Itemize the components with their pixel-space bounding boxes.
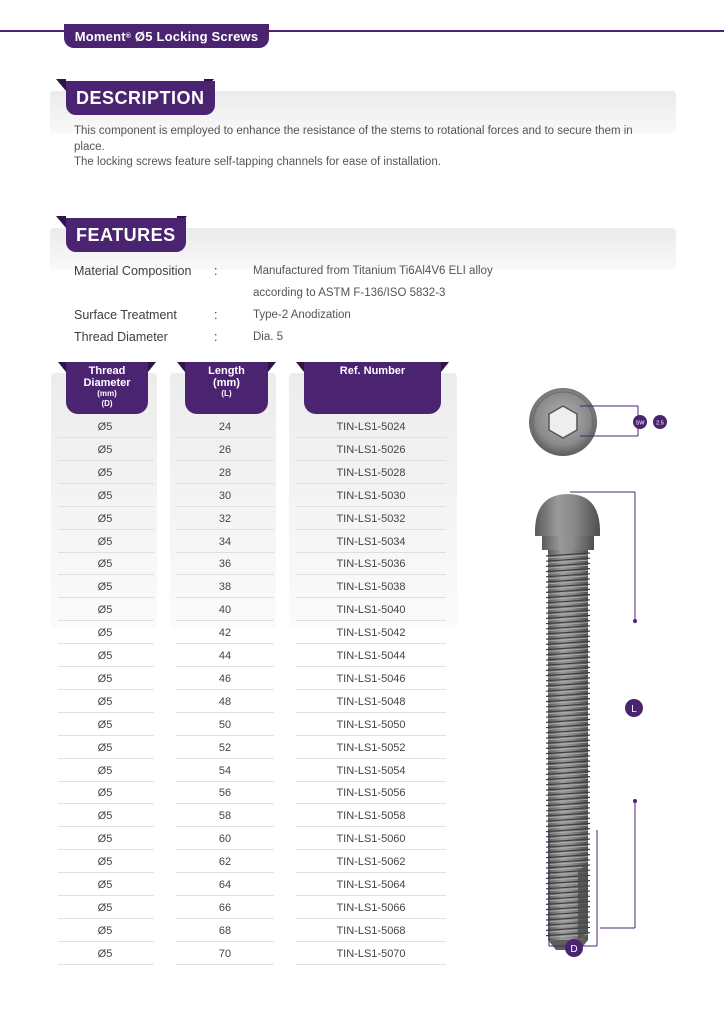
cell-length: 52 [218,741,232,754]
row-divider [296,574,446,575]
cell-length: 32 [218,512,232,525]
row-divider [296,712,446,713]
cell-ref-number: TIN-LS1-5054 [336,764,406,777]
cell-ref-number: TIN-LS1-5068 [336,924,406,937]
cell-diameter: Ø5 [97,650,113,662]
cell-diameter: Ø5 [97,581,113,594]
cell-diameter: Ø5 [97,672,113,685]
socket-width-label: SW [635,420,645,427]
cell-diameter: Ø5 [97,879,113,891]
cell-ref-number: TIN-LS1-5050 [336,718,406,731]
row-divider [176,620,274,621]
cell-diameter: Ø5 [97,764,113,777]
self-tapping-flute [578,862,588,940]
cell-ref-number: TIN-LS1-5028 [336,466,406,479]
row-divider [176,826,274,827]
row-divider [58,849,154,850]
cell-diameter: Ø5 [97,718,113,731]
row-divider [176,758,274,759]
row-divider [58,506,154,507]
row-divider [296,483,446,484]
cell-length: 56 [218,787,232,800]
cell-diameter: Ø5 [97,787,113,800]
column-header-ref-label: Ref. Number [339,365,406,377]
cell-length: 54 [218,764,232,777]
row-divider [296,849,446,850]
cell-ref-number: TIN-LS1-5060 [336,833,406,846]
row-divider [176,735,274,736]
feature-label-surface: Surface Treatment [74,308,177,322]
column-header-ref [304,362,441,414]
registered-mark: ® [125,32,132,40]
cell-diameter: Ø5 [97,627,113,640]
row-divider [58,758,154,759]
row-divider [296,781,446,782]
cell-ref-number: TIN-LS1-5066 [336,901,406,914]
row-divider [176,712,274,713]
row-divider [176,437,274,438]
row-divider [58,620,154,621]
cell-length: 24 [218,421,232,433]
feature-label-material: Material Composition [74,264,192,278]
row-divider [58,941,154,942]
row-divider [58,895,154,896]
cell-length: 58 [218,810,232,823]
cell-length: 70 [218,947,232,960]
cell-length: 30 [218,489,232,502]
feature-colon-surface: : [214,308,218,322]
row-divider [58,872,154,873]
feature-value-material-standard: according to ASTM F-136/ISO 5832-3 [253,287,446,299]
column-header-diameter-symbol: (D) [101,399,113,408]
row-divider [58,918,154,919]
cell-diameter: Ø5 [97,924,113,937]
row-divider [296,620,446,621]
cell-ref-number: TIN-LS1-5026 [336,443,406,456]
cell-diameter: Ø5 [97,512,113,525]
screw-side-view [535,494,600,950]
row-divider [176,506,274,507]
header-flap [177,362,185,372]
row-divider [58,529,154,530]
cell-ref-number: TIN-LS1-5064 [336,879,406,891]
cell-length: 40 [218,604,232,617]
cell-length: 46 [218,672,232,685]
cell-ref-number: TIN-LS1-5034 [336,535,406,548]
description-line-1: This component is employed to enhance the resistance of the stems to rotational forces and to secure them in place. [74,125,633,153]
cell-diameter: Ø5 [97,856,113,869]
cell-ref-number: TIN-LS1-5030 [336,489,406,502]
row-divider [58,781,154,782]
cell-diameter: Ø5 [97,535,113,548]
cell-diameter: Ø5 [97,604,113,617]
product-title-tab [64,24,269,48]
cell-length: 42 [218,627,232,640]
description-text [74,124,654,171]
header-flap [58,362,66,372]
row-divider [296,964,446,965]
row-divider [58,689,154,690]
feature-colon-material: : [214,264,218,278]
hex-socket-icon [549,406,577,438]
row-divider [58,712,154,713]
row-divider [296,437,446,438]
row-divider [176,643,274,644]
row-divider [58,666,154,667]
row-divider [176,529,274,530]
row-divider [58,574,154,575]
row-divider [176,941,274,942]
cell-ref-number: TIN-LS1-5052 [336,741,406,754]
features-heading: FEATURES [66,218,186,252]
header-flap [268,362,276,372]
row-divider [296,666,446,667]
row-divider [176,666,274,667]
column-header-length-label: Length (mm) [208,365,245,389]
product-title-rest: Ø5 Locking Screws [131,28,259,44]
feature-colon-thread: : [214,330,218,344]
row-divider [58,735,154,736]
cell-length: 44 [218,650,232,662]
cell-diameter: Ø5 [97,489,113,502]
cell-ref-number: TIN-LS1-5056 [336,787,406,800]
row-divider [58,964,154,965]
column-header-length [185,362,268,414]
feature-value-surface: Type-2 Anodization [253,309,351,321]
row-divider [296,941,446,942]
socket-depth-label: 2.5 [656,420,664,427]
cell-ref-number: TIN-LS1-5036 [336,558,406,571]
cell-diameter: Ø5 [97,695,113,708]
header-flap [441,362,449,372]
screw-head-top-view [529,388,597,456]
cell-length: 62 [218,856,232,869]
column-header-diameter-unit: (mm) [97,389,117,398]
row-divider [176,895,274,896]
row-divider [58,483,154,484]
row-divider [296,597,446,598]
cell-diameter: Ø5 [97,810,113,823]
product-name: Moment [74,28,126,44]
row-divider [296,918,446,919]
row-divider [296,643,446,644]
row-divider [176,552,274,553]
row-divider [176,964,274,965]
cell-ref-number: TIN-LS1-5058 [336,810,406,823]
cell-diameter: Ø5 [97,741,113,754]
cell-length: 66 [218,901,232,914]
cell-length: 50 [218,718,232,731]
cell-length: 28 [218,466,232,479]
row-divider [176,483,274,484]
cell-length: 60 [218,833,232,846]
cell-ref-number: TIN-LS1-5046 [336,672,406,685]
row-divider [296,895,446,896]
cell-length: 26 [218,443,232,456]
screw-diagram [520,372,700,972]
row-divider [58,552,154,553]
row-divider [58,437,154,438]
row-divider [296,460,446,461]
cell-ref-number: TIN-LS1-5042 [336,627,406,640]
cell-ref-number: TIN-LS1-5062 [336,856,406,869]
cell-ref-number: TIN-LS1-5024 [336,421,406,433]
column-header-length-symbol: (L) [221,389,232,398]
cell-length: 48 [218,695,232,708]
row-divider [58,826,154,827]
row-divider [176,849,274,850]
cell-ref-number: TIN-LS1-5040 [336,604,406,617]
row-divider [296,552,446,553]
row-divider [176,872,274,873]
cell-length: 64 [218,879,232,891]
feature-label-thread: Thread Diameter [74,330,168,344]
cell-diameter: Ø5 [97,443,113,456]
row-divider [176,574,274,575]
row-divider [58,597,154,598]
description-flap-left [56,79,66,91]
row-divider [176,803,274,804]
row-divider [296,803,446,804]
features-flap-left [56,216,66,228]
cell-ref-number: TIN-LS1-5048 [336,695,406,708]
length-label: L [631,704,637,715]
row-divider [176,597,274,598]
description-line-2: The locking screws feature self-tapping channels for ease of installation. [74,156,441,168]
row-divider [58,643,154,644]
cell-length: 68 [218,924,232,937]
row-divider [296,735,446,736]
cell-length: 36 [218,558,232,571]
cell-diameter: Ø5 [97,558,113,571]
header-flap [296,362,304,372]
feature-value-material: Manufactured from Titanium Ti6Al4V6 ELI alloy [253,265,493,277]
cell-length: 34 [218,535,232,548]
row-divider [296,872,446,873]
column-header-diameter-label: Thread Diameter [83,365,131,389]
cell-ref-number: TIN-LS1-5044 [336,650,406,662]
description-heading: DESCRIPTION [66,81,215,115]
row-divider [296,506,446,507]
cell-diameter: Ø5 [97,947,113,960]
row-divider [176,918,274,919]
diameter-label: D [570,944,578,955]
row-divider [176,781,274,782]
cell-ref-number: TIN-LS1-5032 [336,512,406,525]
row-divider [58,460,154,461]
cell-ref-number: TIN-LS1-5038 [336,581,406,594]
row-divider [296,689,446,690]
row-divider [296,826,446,827]
cell-length: 38 [218,581,232,594]
cell-ref-number: TIN-LS1-5070 [336,947,406,960]
cell-diameter: Ø5 [97,901,113,914]
column-header-diameter [66,362,148,414]
row-divider [58,803,154,804]
cell-diameter: Ø5 [97,466,113,479]
row-divider [176,689,274,690]
cell-diameter: Ø5 [97,421,113,433]
row-divider [176,460,274,461]
feature-value-thread: Dia. 5 [253,331,284,343]
cell-diameter: Ø5 [97,833,113,846]
header-flap [148,362,156,372]
row-divider [296,758,446,759]
row-divider [296,529,446,530]
